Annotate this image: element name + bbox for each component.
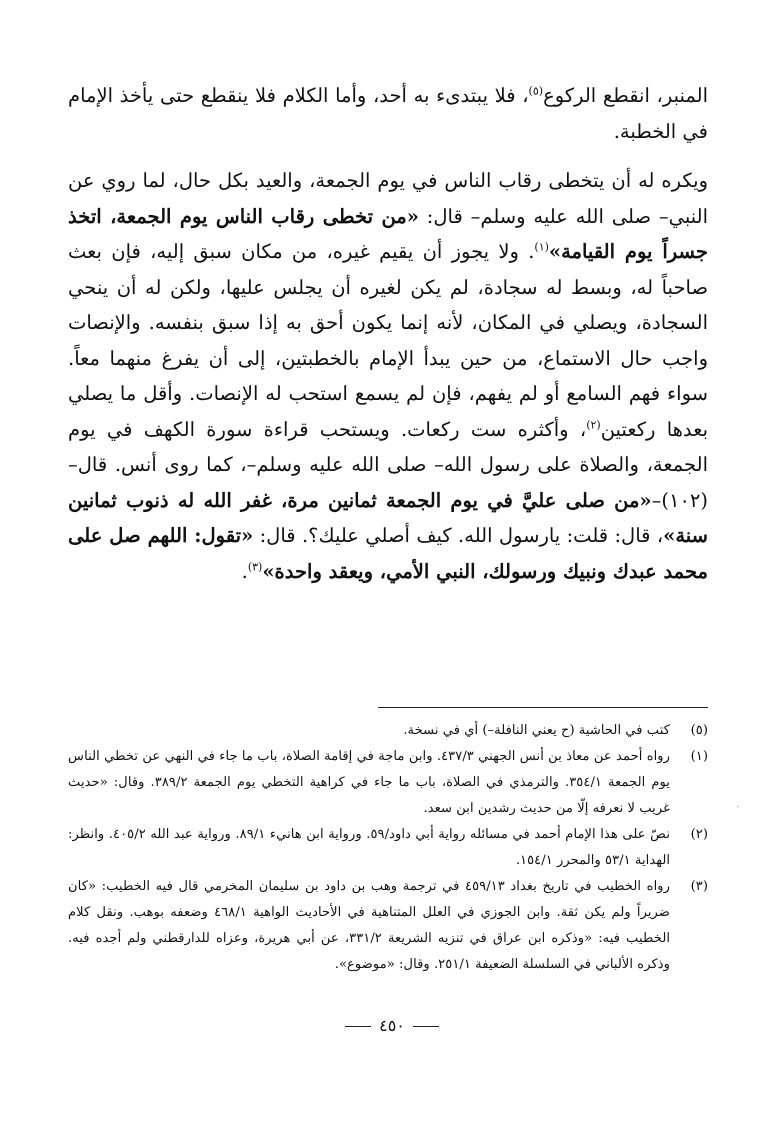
page-number-dash [345,1026,371,1027]
paragraph-1 [68,78,708,149]
footnote-number: (٥) [690,723,708,738]
footnote-number: (٢) [690,827,708,842]
p2-text-1: ويكره له أن يتخطى رقاب الناس في يوم الجمعة، والعيد بكل حال، لما روي عن النبي– صلى الله عليه وسلم– قال: [68,169,708,228]
p2-text-5: . [241,559,248,583]
hadith-quote-1: «من تخطى رقاب الناس يوم الجمعة، اتخذ جسراً يوم القيامة» [68,204,708,263]
footnote [68,744,708,822]
footnote-ref-5: (٥) [528,84,544,98]
p1-text-2: ، فلا يبتدىء به أحد، وأما الكلام فلا ينقطع حتى يأخذ الإمام في الخطبة. [68,84,708,143]
footnote [68,822,708,874]
footnote [68,718,708,744]
footnote-text: رواه الخطيب في تاريخ بغداد ٤٥٩/١٣ في ترجمة وهب بن داود بن سليمان المخرمي قال فيه الخطيب: «كان ضريراً ولم يكن ثقة. وابن الجوزي في العلل المتناهية في الأحاديث الواهية ٤٦٨/١ وضعفه بوهب. ونقل كلام الخطيب فيه: «وذكره ابن عراق في تنزيه الشريعة ٣٣١/٢، عن أبي هريرة، وعزاه للدارقطني ولم أجده فيه. وذكره الألباني في السلسلة الضعيفة ٢٥١/١. وقال: «موضوع». [68,879,670,972]
footnote-text: كتب في الحاشية (ح يعني النافلة–) أي في نسخة. [403,723,670,738]
main-text [68,78,708,589]
footnote-text: نصّ على هذا الإمام أحمد في مسائله رواية أبي داود/٥٩. ورواية ابن هانيء ٨٩/١. ورواية عبد الله ٤٠٥/٢. وانظر: الهداية ٥٣/١ والمحرر ١٥٤/١. [68,827,670,868]
margin-mark: ˋ [736,806,741,817]
hadith-quote-2: «من صلى عليَّ في يوم الجمعة ثمانين مرة، غفر الله له ذنوب ثمانين سنة» [68,488,708,547]
page-number [0,1016,784,1035]
footnote-ref-2: (٢) [586,418,601,431]
page-number-value: ٤٥٠ [379,1016,405,1035]
footnote-number: (٣) [690,879,708,894]
footnote [68,874,708,978]
p2-text-3: ، وأكثره ست ركعات. ويستحب قراءة سورة الكهف في يوم الجمعة، والصلاة على رسول الله– صلى الله عليه وسلم–، كما روى أنس. قال– (١٠٢)– [68,417,708,512]
p1-text-1: المنبر، انقطع الركوع [543,84,709,107]
footnote-ref-3: (٣) [247,560,263,573]
footnote-ref-1: (١) [534,240,549,254]
hadith-quote-3: «تقول: اللهم صل على محمد عبدك ونبيك ورسولك، النبي الأمي، ويعقد واحدة» [68,524,708,583]
p2-text-4: ، قال: قلت: يارسول الله. كيف أصلي عليك؟. قال: [253,524,664,547]
footnotes [68,718,708,978]
page-number-dash [413,1026,439,1027]
paragraph-2 [68,163,708,589]
footnote-separator [378,707,708,708]
p2-text-2: . ولا يجوز أن يقيم غيره، من مكان سبق إليه، فإن بعث صاحباً له، وبسط له سجادة، لم يكن لغيره أن يجلس عليها، ولكن له أن ينحي السجادة، ويصلي في المكان، لأنه إنما يكون أحق به إذا سبق بنفسه. والإنصات واجب حال الاستماع، من حين يبدأ الإمام بالخطبتين، إلى أن يفرغ منهما معاً. سواء فهم السامع أو لم يفهم، فإن لم يسمع استحب له الإنصات. وأقل ما يصلي بعدها ركعتين [68,240,709,441]
footnote-text: رواه أحمد عن معاذ بن أنس الجهني ٤٣٧/٣. وابن ماجة في إقامة الصلاة، باب ما جاء في النهي عن تخطي الناس يوم الجمعة ٣٥٤/١. والترمذي في الصلاة، باب ما جاء في كراهية التخطي يوم الجمعة ٣٨٩/٢. وقال: «حديث غريب لا نعرفه إلّا من حديث رشدين ابن سعد. [68,749,671,816]
footnote-number: (١) [690,749,708,764]
